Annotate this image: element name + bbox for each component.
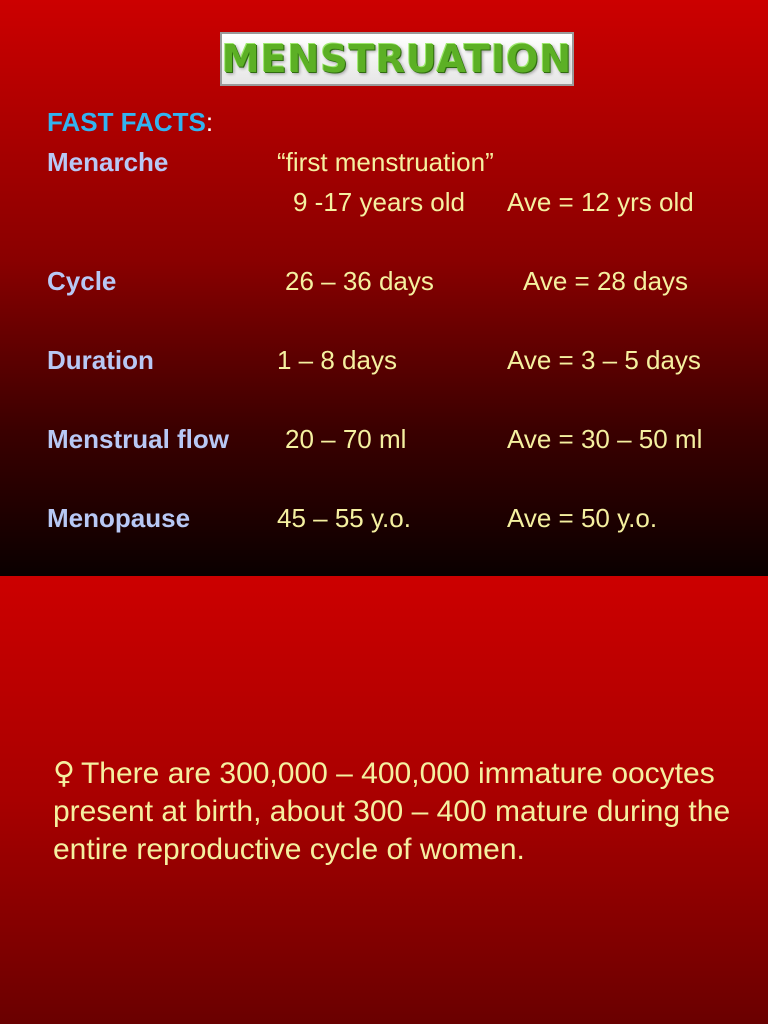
row-label-cycle: Cycle — [47, 266, 117, 296]
slide-title: MENSTRUATION — [221, 37, 573, 81]
row-range-cycle: 26 – 36 days — [285, 266, 434, 296]
row-ave-menarche: Ave = 12 yrs old — [507, 187, 694, 217]
row-range-menarche: “first menstruation” — [277, 147, 494, 177]
fast-facts-label: FAST FACTS — [47, 107, 206, 137]
row-range-menstrual-flow: 20 – 70 ml — [285, 424, 407, 454]
fast-facts-heading — [47, 107, 213, 138]
female-symbol-icon: ♀ — [53, 756, 75, 791]
row-label-menstrual-flow: Menstrual flow — [47, 424, 230, 454]
row-range-menarche-age: 9 -17 years old — [293, 187, 465, 217]
row-range-menopause: 45 – 55 y.o. — [277, 503, 411, 533]
fast-facts-colon: : — [205, 107, 214, 137]
row-ave-menopause: Ave = 50 y.o. — [507, 503, 658, 533]
oocyte-text: There are 300,000 – 400,000 immature oocytes present at birth, about 300 – 400 mature during the entire reproductive cycle of women. — [53, 757, 731, 866]
row-label-duration: Duration — [47, 345, 154, 375]
oocyte-paragraph — [53, 755, 733, 869]
row-label-menopause: Menopause — [47, 503, 191, 533]
row-label-menarche: Menarche — [47, 147, 169, 177]
row-ave-duration: Ave = 3 – 5 days — [507, 345, 701, 375]
row-ave-menstrual-flow: Ave = 30 – 50 ml — [507, 424, 703, 454]
row-range-duration: 1 – 8 days — [277, 345, 397, 375]
title-box — [220, 32, 574, 86]
row-ave-cycle: Ave = 28 days — [523, 266, 689, 296]
